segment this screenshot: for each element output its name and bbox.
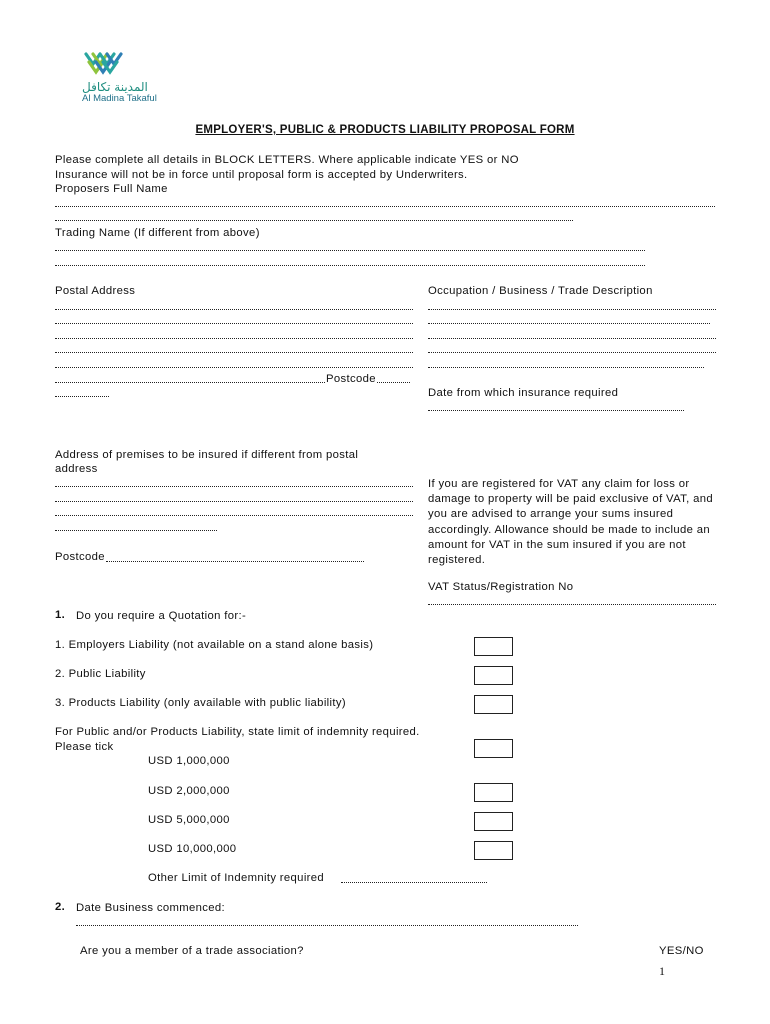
limit-instruction-2: Please tick: [55, 741, 114, 753]
vat-status-field[interactable]: [428, 604, 716, 605]
public-liability-checkbox[interactable]: [474, 666, 513, 685]
intro-line-2: Insurance will not be in force until proposal form is accepted by Underwriters.: [55, 169, 468, 181]
proposers-name-line-2[interactable]: [55, 220, 573, 221]
occupation-label: Occupation / Business / Trade Description: [428, 285, 653, 297]
postcode-inline-field[interactable]: [377, 382, 410, 383]
trade-association-answer[interactable]: YES/NO: [659, 945, 704, 957]
occupation-line-5[interactable]: [428, 367, 704, 368]
limit-instruction-1: For Public and/or Products Liability, state limit of indemnity required.: [55, 726, 420, 738]
question-2-number: 2.: [55, 901, 66, 913]
limit-usd-2m-checkbox[interactable]: [474, 783, 513, 802]
postal-address-line-5[interactable]: [55, 367, 413, 368]
page-number: 1: [659, 964, 665, 978]
other-limit-field[interactable]: [341, 882, 487, 883]
postal-address-label: Postal Address: [55, 285, 136, 297]
limit-usd-10m: USD 10,000,000: [148, 843, 237, 855]
occupation-line-3[interactable]: [428, 338, 716, 339]
occupation-line-1[interactable]: [428, 309, 716, 310]
premises-address-line-1[interactable]: [55, 486, 413, 487]
employers-liability-checkbox[interactable]: [474, 637, 513, 656]
question-1-text: Do you require a Quotation for:-: [76, 610, 247, 622]
occupation-line-2[interactable]: [428, 323, 710, 324]
premises-address-line-4[interactable]: [55, 530, 217, 531]
question-2-text: Date Business commenced:: [76, 902, 226, 914]
date-insurance-label: Date from which insurance required: [428, 387, 619, 399]
option-public-liability: 2. Public Liability: [55, 668, 146, 680]
limit-usd-5m: USD 5,000,000: [148, 814, 230, 826]
option-products-liability: 3. Products Liability (only available with public liability): [55, 697, 346, 709]
premises-address-line-2[interactable]: [55, 501, 413, 502]
form-title: EMPLOYER'S, PUBLIC & PRODUCTS LIABILITY PROPOSAL FORM: [195, 124, 575, 136]
question-1-number: 1.: [55, 609, 66, 621]
trade-association-question: Are you a member of a trade association?: [80, 945, 304, 957]
vat-notice: If you are registered for VAT any claim for loss or damage to property will be paid exclusive of VAT, and you are advised to arrange your sums insured accordingly. Allowance should be made to include an amount for VAT in the sum insured if you are not registered.: [428, 478, 714, 567]
postcode-inline-label: Postcode: [326, 373, 376, 385]
postal-address-line-3[interactable]: [55, 338, 413, 339]
limit-usd-2m: USD 2,000,000: [148, 785, 230, 797]
premises-address-label-2: address: [55, 463, 98, 475]
occupation-line-4[interactable]: [428, 352, 716, 353]
products-liability-checkbox[interactable]: [474, 695, 513, 714]
date-business-commenced-field[interactable]: [76, 925, 578, 926]
postal-address-line-2[interactable]: [55, 323, 413, 324]
postcode-inline-field-2[interactable]: [55, 396, 109, 397]
premises-postcode-field[interactable]: [106, 561, 364, 562]
date-insurance-field[interactable]: [428, 410, 684, 411]
postal-address-line-4[interactable]: [55, 352, 413, 353]
proposers-name-line-1[interactable]: [55, 206, 715, 207]
limit-usd-1m: USD 1,000,000: [148, 755, 230, 767]
other-limit-label: Other Limit of Indemnity required: [148, 872, 325, 884]
trading-name-line-2[interactable]: [55, 265, 645, 266]
vat-status-label: VAT Status/Registration No: [428, 581, 574, 593]
postal-address-line-1[interactable]: [55, 309, 413, 310]
trading-name-label: Trading Name (If different from above): [55, 227, 260, 239]
premises-postcode-label: Postcode: [55, 551, 105, 563]
postal-address-line-6[interactable]: [55, 382, 325, 383]
proposers-name-label: Proposers Full Name: [55, 183, 168, 195]
trading-name-line-1[interactable]: [55, 250, 645, 251]
intro-line-1: Please complete all details in BLOCK LETTERS. Where applicable indicate YES or NO: [55, 154, 519, 166]
limit-usd-10m-checkbox[interactable]: [474, 841, 513, 860]
option-employers-liability: 1. Employers Liability (not available on a stand alone basis): [55, 639, 374, 651]
premises-address-line-3[interactable]: [55, 515, 413, 516]
premises-address-label-1: Address of premises to be insured if different from postal: [55, 449, 359, 461]
logo-arabic-text: المدينة تكافل: [82, 80, 148, 94]
logo-english-text: Al Madina Takaful: [82, 93, 157, 104]
limit-usd-1m-checkbox[interactable]: [474, 739, 513, 758]
limit-usd-5m-checkbox[interactable]: [474, 812, 513, 831]
